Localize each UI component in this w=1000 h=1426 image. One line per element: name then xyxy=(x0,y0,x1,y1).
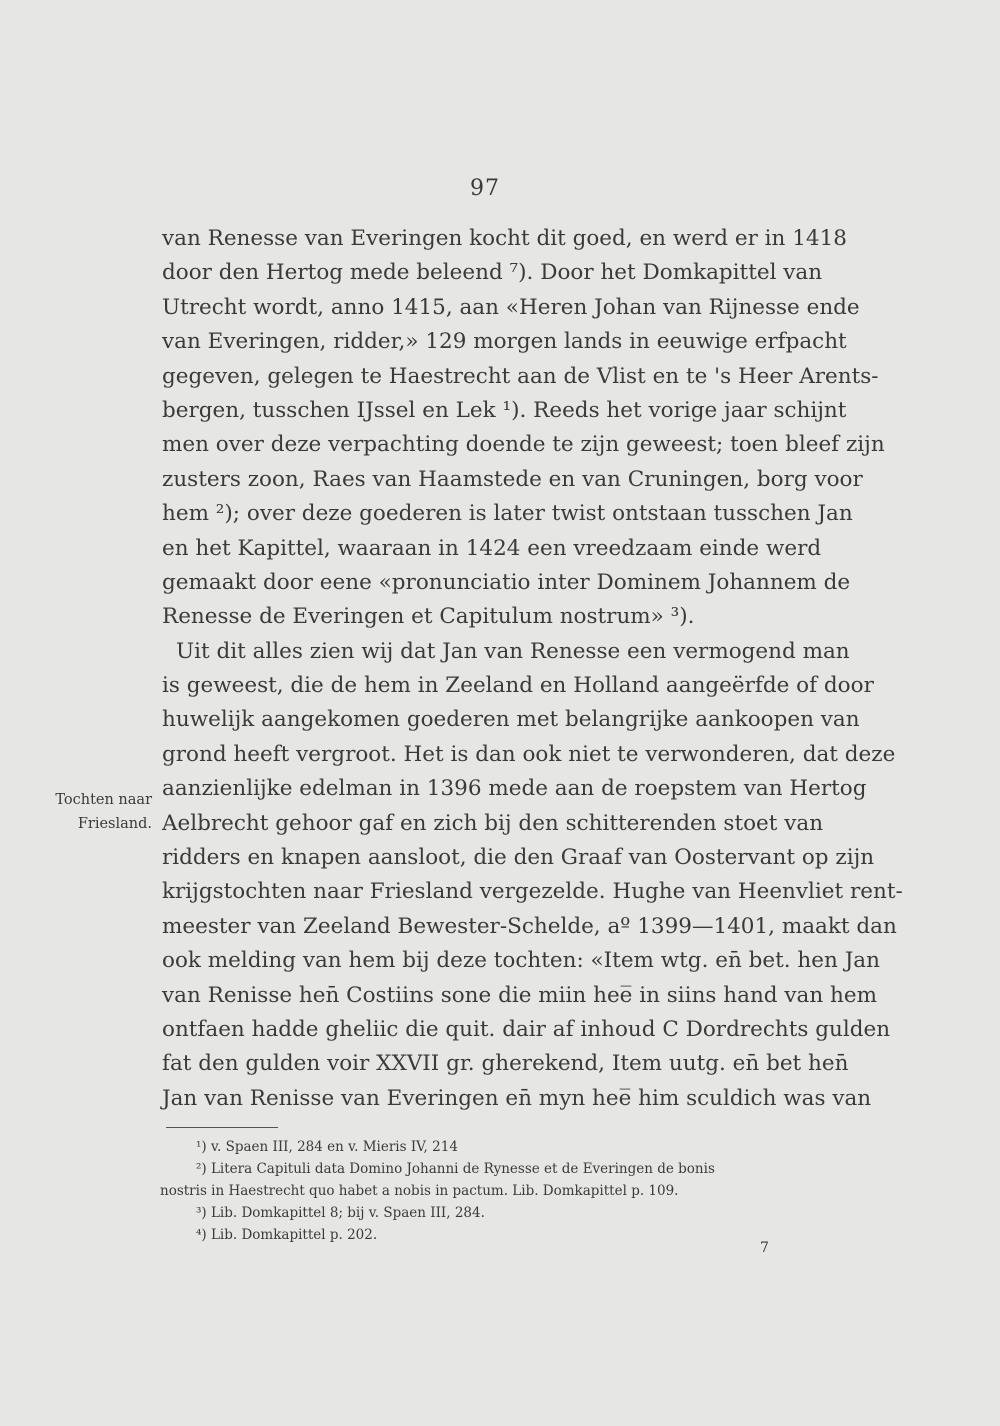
page-number: 97 xyxy=(470,176,500,201)
marginal-note-line: Friesland. xyxy=(77,816,152,832)
text-line: van Renesse van Everingen kocht dit goed, en werd er in 1418 xyxy=(162,226,847,251)
marginal-note-line: Tochten naar xyxy=(55,792,152,808)
paragraph-start-line: Uit dit alles zien wij dat Jan van Renesse een vermogend man xyxy=(176,638,850,664)
footnote-1: ¹) v. Spaen III, 284 en v. Mieris IV, 214 xyxy=(196,1139,458,1155)
text-line: en het Kapittel, waaraan in 1424 een vreedzaam einde werd xyxy=(162,535,822,561)
text-line: is geweest, die de hem in Zeeland en Holland aangeërfde of door xyxy=(162,673,874,699)
footnote-3: ³) Lib. Domkapittel 8; bij v. Spaen III, 284. xyxy=(196,1205,485,1221)
text-line: gemaakt door eene «pronunciatio inter Dominem Johannem de xyxy=(162,569,851,595)
text-line: door den Hertog mede beleend ⁷). Door het Domkapittel van xyxy=(162,260,823,286)
text-line: hem ²); over deze goederen is later twist ontstaan tusschen Jan xyxy=(162,501,853,527)
footnote-2: ²) Litera Capituli data Domino Johanni de Rynesse et de Everingen de bonis xyxy=(196,1161,715,1177)
text-line: Aelbrecht gehoor gaf en zich bij den schitterenden stoet van xyxy=(162,810,824,836)
text-line: van Everingen, ridder,» 129 morgen lands in eeuwige erfpacht xyxy=(162,329,847,355)
text-line: Utrecht wordt, anno 1415, aan «Heren Johan van Rijnesse ende xyxy=(162,294,860,320)
main-text-block xyxy=(162,222,903,1116)
text-line: ridders en knapen aansloot, die den Graaf van Oostervant op zijn xyxy=(162,845,875,871)
text-line: aanzienlijke edelman in 1396 mede aan de roepstem van Hertog xyxy=(162,776,867,802)
text-line: huwelijk aangekomen goederen met belangrijke aankoopen van xyxy=(162,707,860,733)
footnote-2-continuation: nostris in Haestrecht quo habet a nobis in pactum. Lib. Domkapittel p. 109. xyxy=(160,1183,679,1199)
text-line: zusters zoon, Raes van Haamstede en van Cruningen, borg voor xyxy=(162,466,863,492)
text-line: men over deze verpachting doende te zijn geweest; toen bleef zijn xyxy=(162,432,885,458)
text-line: gegeven, gelegen te Haestrecht aan de Vlist en te 's Heer Arents- xyxy=(162,363,879,389)
text-line: bergen, tusschen IJssel en Lek ¹). Reeds het vorige jaar schijnt xyxy=(162,397,847,423)
text-line: ook melding van hem bij deze tochten: «Item wtg. en̄ bet. hen Jan xyxy=(162,948,880,974)
marginal-note xyxy=(28,788,152,836)
footnote-divider xyxy=(166,1127,278,1128)
text-line: Renesse de Everingen et Capitulum nostrum» ³). xyxy=(162,604,695,630)
footnote-4: ⁴) Lib. Domkapittel p. 202. xyxy=(196,1227,378,1243)
text-line: grond heeft vergroot. Het is dan ook niet te verwonderen, dat deze xyxy=(162,741,896,767)
text-line: van Renisse hen̄ Costiins sone die miin hee̅ in siins hand van hem xyxy=(162,982,877,1008)
text-line: Jan van Renisse van Everingen en̄ myn hee̅ him sculdich was van xyxy=(162,1085,872,1111)
text-line: krijgstochten naar Friesland vergezelde. Hughe van Heenvliet rent- xyxy=(162,879,903,905)
text-line: fat den gulden voir XXVII gr. gherekend, Item uutg. en̄ bet hen̄ xyxy=(162,1051,849,1077)
text-line: ontfaen hadde gheliic die quit. dair af inhoud C Dordrechts gulden xyxy=(162,1016,891,1042)
signature-mark: 7 xyxy=(760,1240,769,1256)
text-line: meester van Zeeland Bewester-Schelde, aº 1399—1401, maakt dan xyxy=(162,913,897,939)
footnotes xyxy=(160,1136,800,1246)
